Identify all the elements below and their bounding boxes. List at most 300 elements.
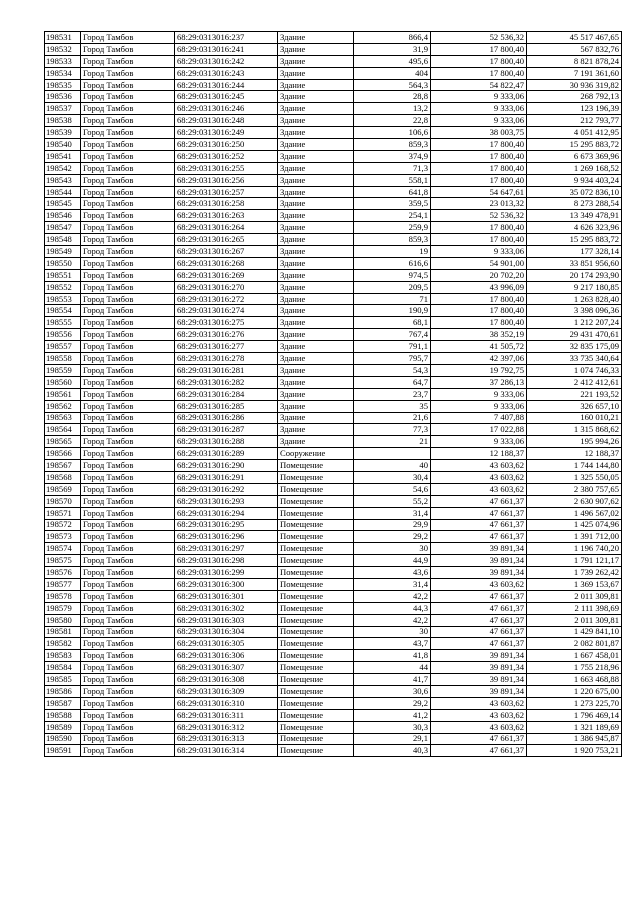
object-type-cell: Здание: [278, 412, 354, 424]
city-name-cell: Город Тамбов: [81, 685, 175, 697]
object-type-cell: Помещение: [278, 590, 354, 602]
table-row: [45, 222, 622, 234]
row-number-cell: 198533: [45, 55, 81, 67]
object-type-cell: Здание: [278, 353, 354, 365]
row-number-cell: 198575: [45, 555, 81, 567]
area-cell: 190,9: [354, 305, 431, 317]
city-name-cell: Город Тамбов: [81, 721, 175, 733]
specific-value-cell: 54 647,61: [431, 186, 527, 198]
cadastral-number-cell: 68:29:0313016:293: [175, 495, 278, 507]
specific-value-cell: 47 661,37: [431, 733, 527, 745]
table-row: [45, 507, 622, 519]
area-cell: 71,3: [354, 162, 431, 174]
table-row: [45, 353, 622, 365]
area-cell: 31,4: [354, 507, 431, 519]
city-name-cell: Город Тамбов: [81, 412, 175, 424]
cadastral-number-cell: 68:29:0313016:256: [175, 174, 278, 186]
specific-value-cell: 43 603,62: [431, 471, 527, 483]
row-number-cell: 198549: [45, 246, 81, 258]
row-number-cell: 198577: [45, 578, 81, 590]
area-cell: 55,2: [354, 495, 431, 507]
specific-value-cell: 47 661,37: [431, 745, 527, 757]
specific-value-cell: 17 800,40: [431, 55, 527, 67]
table-row: [45, 186, 622, 198]
cadastral-number-cell: 68:29:0313016:314: [175, 745, 278, 757]
cadastral-number-cell: 68:29:0313016:286: [175, 412, 278, 424]
area-cell: [354, 448, 431, 460]
area-cell: 44: [354, 662, 431, 674]
city-name-cell: Город Тамбов: [81, 614, 175, 626]
object-type-cell: Здание: [278, 329, 354, 341]
object-type-cell: Здание: [278, 222, 354, 234]
cadastral-number-cell: 68:29:0313016:300: [175, 578, 278, 590]
row-number-cell: 198539: [45, 127, 81, 139]
table-row: [45, 150, 622, 162]
object-type-cell: Помещение: [278, 638, 354, 650]
object-type-cell: Помещение: [278, 745, 354, 757]
cadastral-number-cell: 68:29:0313016:275: [175, 317, 278, 329]
table-row: [45, 567, 622, 579]
cadastral-value-cell: 7 191 361,60: [527, 67, 622, 79]
specific-value-cell: 54 901,00: [431, 257, 527, 269]
area-cell: 859,3: [354, 139, 431, 151]
table-row: [45, 721, 622, 733]
area-cell: 29,2: [354, 531, 431, 543]
row-number-cell: 198531: [45, 32, 81, 44]
specific-value-cell: 47 661,37: [431, 519, 527, 531]
table-row: [45, 543, 622, 555]
area-cell: 54,6: [354, 483, 431, 495]
cadastral-value-cell: 1 220 675,00: [527, 685, 622, 697]
cadastral-value-cell: 1 739 262,42: [527, 567, 622, 579]
cadastral-value-cell: 9 217 180,85: [527, 281, 622, 293]
city-name-cell: Город Тамбов: [81, 388, 175, 400]
area-cell: 64,7: [354, 376, 431, 388]
city-name-cell: Город Тамбов: [81, 198, 175, 210]
row-number-cell: 198574: [45, 543, 81, 555]
city-name-cell: Город Тамбов: [81, 400, 175, 412]
row-number-cell: 198552: [45, 281, 81, 293]
object-type-cell: Помещение: [278, 721, 354, 733]
specific-value-cell: 17 800,40: [431, 174, 527, 186]
area-cell: 974,5: [354, 269, 431, 281]
table-row: [45, 650, 622, 662]
area-cell: 29,1: [354, 733, 431, 745]
table-row: [45, 43, 622, 55]
row-number-cell: 198551: [45, 269, 81, 281]
table-row: [45, 246, 622, 258]
object-type-cell: Сооружение: [278, 448, 354, 460]
area-cell: 259,9: [354, 222, 431, 234]
specific-value-cell: 43 603,62: [431, 483, 527, 495]
cadastral-value-cell: 160 010,21: [527, 412, 622, 424]
specific-value-cell: 17 800,40: [431, 43, 527, 55]
area-cell: 42,2: [354, 614, 431, 626]
city-name-cell: Город Тамбов: [81, 186, 175, 198]
specific-value-cell: 43 603,62: [431, 721, 527, 733]
cadastral-value-cell: 2 011 309,81: [527, 590, 622, 602]
cadastral-number-cell: 68:29:0313016:255: [175, 162, 278, 174]
cadastral-number-cell: 68:29:0313016:292: [175, 483, 278, 495]
specific-value-cell: 38 003,75: [431, 127, 527, 139]
area-cell: 374,9: [354, 150, 431, 162]
table-row: [45, 674, 622, 686]
cadastral-value-cell: 567 832,76: [527, 43, 622, 55]
table-row: [45, 162, 622, 174]
row-number-cell: 198579: [45, 602, 81, 614]
city-name-cell: Город Тамбов: [81, 602, 175, 614]
specific-value-cell: 39 891,34: [431, 662, 527, 674]
cadastral-number-cell: 68:29:0313016:303: [175, 614, 278, 626]
object-type-cell: Здание: [278, 115, 354, 127]
object-type-cell: Здание: [278, 67, 354, 79]
cadastral-value-cell: 1 791 121,17: [527, 555, 622, 567]
cadastral-value-cell: 9 934 403,24: [527, 174, 622, 186]
specific-value-cell: 54 822,47: [431, 79, 527, 91]
specific-value-cell: 47 661,37: [431, 507, 527, 519]
table-row: [45, 293, 622, 305]
area-cell: 19: [354, 246, 431, 258]
cadastral-number-cell: 68:29:0313016:268: [175, 257, 278, 269]
cadastral-number-cell: 68:29:0313016:237: [175, 32, 278, 44]
specific-value-cell: 17 800,40: [431, 293, 527, 305]
city-name-cell: Город Тамбов: [81, 650, 175, 662]
row-number-cell: 198585: [45, 674, 81, 686]
table-row: [45, 364, 622, 376]
cadastral-number-cell: 68:29:0313016:241: [175, 43, 278, 55]
cadastral-value-cell: 1 269 168,52: [527, 162, 622, 174]
specific-value-cell: 47 661,37: [431, 626, 527, 638]
row-number-cell: 198566: [45, 448, 81, 460]
city-name-cell: Город Тамбов: [81, 32, 175, 44]
table-row: [45, 519, 622, 531]
specific-value-cell: 52 536,32: [431, 210, 527, 222]
table-row: [45, 234, 622, 246]
area-cell: 43,6: [354, 567, 431, 579]
specific-value-cell: 39 891,34: [431, 567, 527, 579]
row-number-cell: 198578: [45, 590, 81, 602]
specific-value-cell: 9 333,06: [431, 115, 527, 127]
cadastral-number-cell: 68:29:0313016:290: [175, 460, 278, 472]
cadastral-number-cell: 68:29:0313016:282: [175, 376, 278, 388]
city-name-cell: Город Тамбов: [81, 234, 175, 246]
area-cell: 616,6: [354, 257, 431, 269]
table-row: [45, 448, 622, 460]
cadastral-value-cell: 1 196 740,20: [527, 543, 622, 555]
area-cell: 42,2: [354, 590, 431, 602]
cadastral-number-cell: 68:29:0313016:269: [175, 269, 278, 281]
table-row: [45, 317, 622, 329]
row-number-cell: 198532: [45, 43, 81, 55]
specific-value-cell: 9 333,06: [431, 388, 527, 400]
object-type-cell: Помещение: [278, 483, 354, 495]
cadastral-number-cell: 68:29:0313016:305: [175, 638, 278, 650]
cadastral-number-cell: 68:29:0313016:244: [175, 79, 278, 91]
area-cell: 31,9: [354, 43, 431, 55]
specific-value-cell: 9 333,06: [431, 103, 527, 115]
cadastral-number-cell: 68:29:0313016:296: [175, 531, 278, 543]
row-number-cell: 198537: [45, 103, 81, 115]
cadastral-value-cell: 8 821 878,24: [527, 55, 622, 67]
table-row: [45, 103, 622, 115]
city-name-cell: Город Тамбов: [81, 67, 175, 79]
cadastral-value-cell: 1 496 567,02: [527, 507, 622, 519]
object-type-cell: Помещение: [278, 697, 354, 709]
cadastral-value-cell: 326 657,10: [527, 400, 622, 412]
object-type-cell: Помещение: [278, 519, 354, 531]
object-type-cell: Здание: [278, 150, 354, 162]
object-type-cell: Здание: [278, 293, 354, 305]
row-number-cell: 198570: [45, 495, 81, 507]
area-cell: 30: [354, 543, 431, 555]
cadastral-number-cell: 68:29:0313016:285: [175, 400, 278, 412]
object-type-cell: Помещение: [278, 495, 354, 507]
specific-value-cell: 39 891,34: [431, 685, 527, 697]
object-type-cell: Помещение: [278, 460, 354, 472]
city-name-cell: Город Тамбов: [81, 79, 175, 91]
city-name-cell: Город Тамбов: [81, 210, 175, 222]
specific-value-cell: 43 603,62: [431, 709, 527, 721]
row-number-cell: 198542: [45, 162, 81, 174]
table-row: [45, 614, 622, 626]
area-cell: 41,2: [354, 709, 431, 721]
city-name-cell: Город Тамбов: [81, 353, 175, 365]
cadastral-number-cell: 68:29:0313016:264: [175, 222, 278, 234]
table-row: [45, 626, 622, 638]
cadastral-value-cell: 1 273 225,70: [527, 697, 622, 709]
object-type-cell: Помещение: [278, 471, 354, 483]
specific-value-cell: 43 603,62: [431, 697, 527, 709]
cadastral-number-cell: 68:29:0313016:281: [175, 364, 278, 376]
table-row: [45, 115, 622, 127]
specific-value-cell: 19 792,75: [431, 364, 527, 376]
specific-value-cell: 47 661,37: [431, 531, 527, 543]
object-type-cell: Помещение: [278, 543, 354, 555]
city-name-cell: Город Тамбов: [81, 531, 175, 543]
cadastral-value-cell: 1 074 746,33: [527, 364, 622, 376]
table-row: [45, 67, 622, 79]
cadastral-value-cell: 35 072 836,10: [527, 186, 622, 198]
row-number-cell: 198559: [45, 364, 81, 376]
city-name-cell: Город Тамбов: [81, 162, 175, 174]
cadastral-value-cell: 123 196,39: [527, 103, 622, 115]
specific-value-cell: 17 800,40: [431, 139, 527, 151]
row-number-cell: 198538: [45, 115, 81, 127]
cadastral-number-cell: 68:29:0313016:297: [175, 543, 278, 555]
cadastral-value-cell: 1 667 458,01: [527, 650, 622, 662]
cadastral-value-cell: 268 792,13: [527, 91, 622, 103]
specific-value-cell: 47 661,37: [431, 602, 527, 614]
table-row: [45, 709, 622, 721]
cadastral-value-cell: 1 425 074,96: [527, 519, 622, 531]
table-row: [45, 471, 622, 483]
cadastral-value-cell: 2 082 801,87: [527, 638, 622, 650]
table-row: [45, 32, 622, 44]
cadastral-value-cell: 2 011 309,81: [527, 614, 622, 626]
table-row: [45, 210, 622, 222]
area-cell: 495,6: [354, 55, 431, 67]
area-cell: 22,8: [354, 115, 431, 127]
city-name-cell: Город Тамбов: [81, 150, 175, 162]
cadastral-value-cell: 195 994,26: [527, 436, 622, 448]
object-type-cell: Здание: [278, 246, 354, 258]
area-cell: 404: [354, 67, 431, 79]
row-number-cell: 198569: [45, 483, 81, 495]
specific-value-cell: 17 022,88: [431, 424, 527, 436]
table-row: [45, 436, 622, 448]
area-cell: 564,3: [354, 79, 431, 91]
row-number-cell: 198561: [45, 388, 81, 400]
area-cell: 859,3: [354, 234, 431, 246]
area-cell: 641,8: [354, 186, 431, 198]
specific-value-cell: 39 891,34: [431, 674, 527, 686]
cadastral-number-cell: 68:29:0313016:252: [175, 150, 278, 162]
area-cell: 30: [354, 626, 431, 638]
area-cell: 41,7: [354, 674, 431, 686]
table-row: [45, 424, 622, 436]
specific-value-cell: 47 661,37: [431, 590, 527, 602]
table-row: [45, 127, 622, 139]
row-number-cell: 198581: [45, 626, 81, 638]
table-row: [45, 685, 622, 697]
area-cell: 23,7: [354, 388, 431, 400]
cadastral-number-cell: 68:29:0313016:248: [175, 115, 278, 127]
area-cell: 209,5: [354, 281, 431, 293]
cadastral-value-cell: 1 663 468,88: [527, 674, 622, 686]
row-number-cell: 198553: [45, 293, 81, 305]
row-number-cell: 198583: [45, 650, 81, 662]
specific-value-cell: 37 286,13: [431, 376, 527, 388]
cadastral-number-cell: 68:29:0313016:307: [175, 662, 278, 674]
object-type-cell: Здание: [278, 55, 354, 67]
row-number-cell: 198547: [45, 222, 81, 234]
table-row: [45, 662, 622, 674]
row-number-cell: 198540: [45, 139, 81, 151]
table-row: [45, 412, 622, 424]
object-type-cell: Здание: [278, 198, 354, 210]
city-name-cell: Город Тамбов: [81, 222, 175, 234]
object-type-cell: Помещение: [278, 674, 354, 686]
object-type-cell: Помещение: [278, 531, 354, 543]
specific-value-cell: 17 800,40: [431, 162, 527, 174]
cadastral-value-cell: 29 431 470,61: [527, 329, 622, 341]
area-cell: 13,2: [354, 103, 431, 115]
city-name-cell: Город Тамбов: [81, 590, 175, 602]
city-name-cell: Город Тамбов: [81, 305, 175, 317]
cadastral-number-cell: 68:29:0313016:312: [175, 721, 278, 733]
cadastral-value-cell: 3 398 096,36: [527, 305, 622, 317]
area-cell: 43,7: [354, 638, 431, 650]
object-type-cell: Здание: [278, 257, 354, 269]
cadastral-value-cell: 32 835 175,09: [527, 341, 622, 353]
cadastral-value-cell: 4 626 323,96: [527, 222, 622, 234]
city-name-cell: Город Тамбов: [81, 103, 175, 115]
table-row: [45, 376, 622, 388]
cadastral-number-cell: 68:29:0313016:313: [175, 733, 278, 745]
object-type-cell: Здание: [278, 269, 354, 281]
cadastral-number-cell: 68:29:0313016:289: [175, 448, 278, 460]
specific-value-cell: 47 661,37: [431, 495, 527, 507]
table-row: [45, 602, 622, 614]
cadastral-number-cell: 68:29:0313016:249: [175, 127, 278, 139]
row-number-cell: 198555: [45, 317, 81, 329]
cadastral-value-cell: 1 369 153,67: [527, 578, 622, 590]
city-name-cell: Город Тамбов: [81, 733, 175, 745]
table-row: [45, 55, 622, 67]
cadastral-number-cell: 68:29:0313016:288: [175, 436, 278, 448]
cadastral-value-cell: 1 429 841,10: [527, 626, 622, 638]
row-number-cell: 198544: [45, 186, 81, 198]
area-cell: 30,3: [354, 721, 431, 733]
specific-value-cell: 9 333,06: [431, 91, 527, 103]
specific-value-cell: 39 891,34: [431, 650, 527, 662]
table-row: [45, 198, 622, 210]
city-name-cell: Город Тамбов: [81, 341, 175, 353]
object-type-cell: Здание: [278, 364, 354, 376]
area-cell: 795,7: [354, 353, 431, 365]
object-type-cell: Здание: [278, 281, 354, 293]
row-number-cell: 198590: [45, 733, 81, 745]
city-name-cell: Город Тамбов: [81, 424, 175, 436]
city-name-cell: Город Тамбов: [81, 697, 175, 709]
object-type-cell: Здание: [278, 79, 354, 91]
specific-value-cell: 38 352,19: [431, 329, 527, 341]
object-type-cell: Здание: [278, 305, 354, 317]
city-name-cell: Город Тамбов: [81, 139, 175, 151]
row-number-cell: 198546: [45, 210, 81, 222]
table-row: [45, 329, 622, 341]
table-row: [45, 638, 622, 650]
row-number-cell: 198556: [45, 329, 81, 341]
table-row: [45, 257, 622, 269]
specific-value-cell: 47 661,37: [431, 614, 527, 626]
table-row: [45, 460, 622, 472]
cadastral-number-cell: 68:29:0313016:298: [175, 555, 278, 567]
cadastral-value-cell: 212 793,77: [527, 115, 622, 127]
object-type-cell: Здание: [278, 234, 354, 246]
row-number-cell: 198563: [45, 412, 81, 424]
object-type-cell: Здание: [278, 376, 354, 388]
area-cell: 29,9: [354, 519, 431, 531]
cadastral-value-cell: 1 212 207,24: [527, 317, 622, 329]
row-number-cell: 198588: [45, 709, 81, 721]
city-name-cell: Город Тамбов: [81, 376, 175, 388]
specific-value-cell: 17 800,40: [431, 67, 527, 79]
area-cell: 106,6: [354, 127, 431, 139]
area-cell: 40: [354, 460, 431, 472]
specific-value-cell: 43 603,62: [431, 460, 527, 472]
area-cell: 41,8: [354, 650, 431, 662]
table-row: [45, 79, 622, 91]
city-name-cell: Город Тамбов: [81, 519, 175, 531]
cadastral-value-cell: 15 295 883,72: [527, 139, 622, 151]
area-cell: 31,4: [354, 578, 431, 590]
row-number-cell: 198541: [45, 150, 81, 162]
city-name-cell: Город Тамбов: [81, 543, 175, 555]
cadastral-value-cell: 1 755 218,96: [527, 662, 622, 674]
row-number-cell: 198565: [45, 436, 81, 448]
specific-value-cell: 43 996,09: [431, 281, 527, 293]
table-row: [45, 531, 622, 543]
table-row: [45, 305, 622, 317]
row-number-cell: 198573: [45, 531, 81, 543]
specific-value-cell: 42 397,06: [431, 353, 527, 365]
row-number-cell: 198558: [45, 353, 81, 365]
row-number-cell: 198543: [45, 174, 81, 186]
cadastral-value-cell: 33 851 956,60: [527, 257, 622, 269]
city-name-cell: Город Тамбов: [81, 662, 175, 674]
object-type-cell: Здание: [278, 317, 354, 329]
